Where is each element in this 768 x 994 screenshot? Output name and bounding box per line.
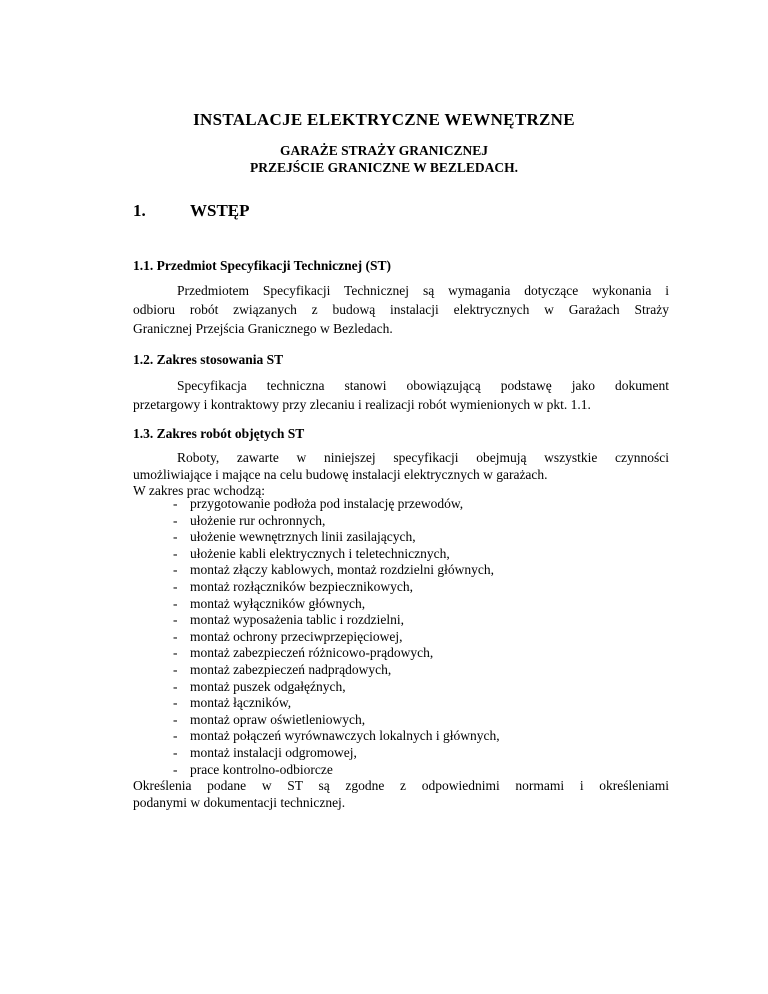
list-item-text: montaż puszek odgałęźnych,: [190, 678, 346, 694]
list-item-text: montaż złączy kablowych, montaż rozdzielni głównych,: [190, 562, 495, 578]
paragraph-line: Roboty, zawarte w niniejszej specyfikacji obejmują wszystkie czynności: [177, 450, 669, 465]
section-number: 1.: [133, 201, 146, 220]
paragraph-line: W zakres prac wchodzą:: [133, 483, 266, 499]
paragraph-1-3: [133, 450, 669, 500]
list-item-text: ułożenie kabli elektrycznych i teletechnicznych,: [190, 545, 450, 561]
list-item: [133, 662, 500, 679]
list-dash: -: [173, 529, 178, 545]
list-item-text: montaż instalacji odgromowej,: [190, 744, 357, 760]
list-item: [133, 546, 500, 563]
section-title: WSTĘP: [190, 201, 250, 220]
list-dash: -: [173, 595, 178, 611]
list-item: [133, 596, 500, 613]
paragraph-1-2: [133, 376, 669, 414]
list-item: [133, 513, 500, 530]
paragraph-line: odbioru robót związanych z budową instalacji elektrycznych w Garażach Straży: [133, 302, 669, 317]
list-dash: -: [173, 545, 178, 561]
list-dash: -: [173, 628, 178, 644]
subsection-heading-1-3: 1.3. Zakres robót objętych ST: [133, 426, 305, 441]
list-item-text: ułożenie wewnętrznych linii zasilających,: [190, 529, 416, 545]
list-item: [133, 529, 500, 546]
document-title: INSTALACJE ELEKTRYCZNE WEWNĘTRZNE: [193, 110, 575, 129]
list-dash: -: [173, 728, 178, 744]
paragraph-line: Przedmiotem Specyfikacji Technicznej są wymagania dotyczące wykonania i: [177, 283, 669, 298]
list-dash: -: [173, 761, 178, 777]
document-subtitle-2: PRZEJŚCIE GRANICZNE W BEZLEDACH.: [249, 160, 519, 175]
paragraph-line: Określenia podane w ST są zgodne z odpowiednimi normami i określeniami: [133, 778, 669, 793]
list-item-text: przygotowanie podłoża pod instalację przewodów,: [190, 496, 464, 511]
list-item: [133, 728, 500, 745]
list-item: [133, 679, 500, 696]
list-item-text: ułożenie rur ochronnych,: [190, 512, 326, 528]
paragraph-line: Specyfikacja techniczna stanowi obowiązującą podstawę jako dokument: [177, 378, 669, 393]
list-item: [133, 762, 500, 779]
list-item-text: montaż opraw oświetleniowych,: [190, 711, 366, 727]
list-dash: -: [173, 645, 178, 661]
paragraph-line: podanymi w dokumentacji technicznej.: [133, 794, 346, 810]
list-item: [133, 612, 500, 629]
list-item-text: montaż wyposażenia tablic i rozdzielni,: [190, 612, 405, 628]
closing-paragraph: [133, 778, 669, 811]
document-subtitle-1: GARAŻE STRAŻY GRANICZNEJ: [279, 143, 489, 158]
list-dash: -: [173, 695, 178, 711]
list-item-text: montaż połączeń wyrównawczych lokalnych i głównych,: [190, 728, 500, 744]
list-item: [133, 562, 500, 579]
list-item-text: montaż zabezpieczeń nadprądowych,: [190, 661, 392, 677]
list-item: [133, 645, 500, 662]
paragraph-1-1: [133, 281, 669, 338]
list-item-text: montaż zabezpieczeń różnicowo-prądowych,: [190, 645, 434, 661]
list-dash: -: [173, 612, 178, 628]
list-dash: -: [173, 512, 178, 528]
paragraph-line: przetargowy i kontraktowy przy zlecaniu i realizacji robót wymienionych w pkt. 1.1.: [133, 397, 591, 412]
list-dash: -: [173, 562, 178, 578]
list-item: [133, 712, 500, 729]
subsection-heading-1-1: 1.1. Przedmiot Specyfikacji Technicznej (ST): [133, 258, 391, 273]
paragraph-line: umożliwiające i mające na celu budowę instalacji elektrycznych w garażach.: [133, 466, 548, 482]
list-item: [133, 579, 500, 596]
list-item-text: prace kontrolno-odbiorcze: [190, 761, 333, 777]
list-item: [133, 745, 500, 762]
list-dash: -: [173, 678, 178, 694]
list-dash: -: [173, 744, 178, 760]
list-dash: -: [173, 711, 178, 727]
list-item-text: montaż łączników,: [190, 695, 292, 711]
list-item: [133, 695, 500, 712]
list-item: [133, 629, 500, 646]
list-item-text: montaż rozłączników bezpiecznikowych,: [190, 578, 414, 594]
paragraph-line: Granicznej Przejścia Granicznego w Bezledach.: [133, 321, 393, 336]
subsection-heading-1-2: 1.2. Zakres stosowania ST: [133, 352, 284, 367]
list-item-text: montaż wyłączników głównych,: [190, 595, 366, 611]
list-item-text: montaż ochrony przeciwprzepięciowej,: [190, 628, 403, 644]
scope-list: [133, 496, 500, 778]
list-item: [133, 496, 500, 513]
list-dash: -: [173, 578, 178, 594]
list-dash: -: [173, 661, 178, 677]
list-dash: -: [173, 496, 178, 511]
